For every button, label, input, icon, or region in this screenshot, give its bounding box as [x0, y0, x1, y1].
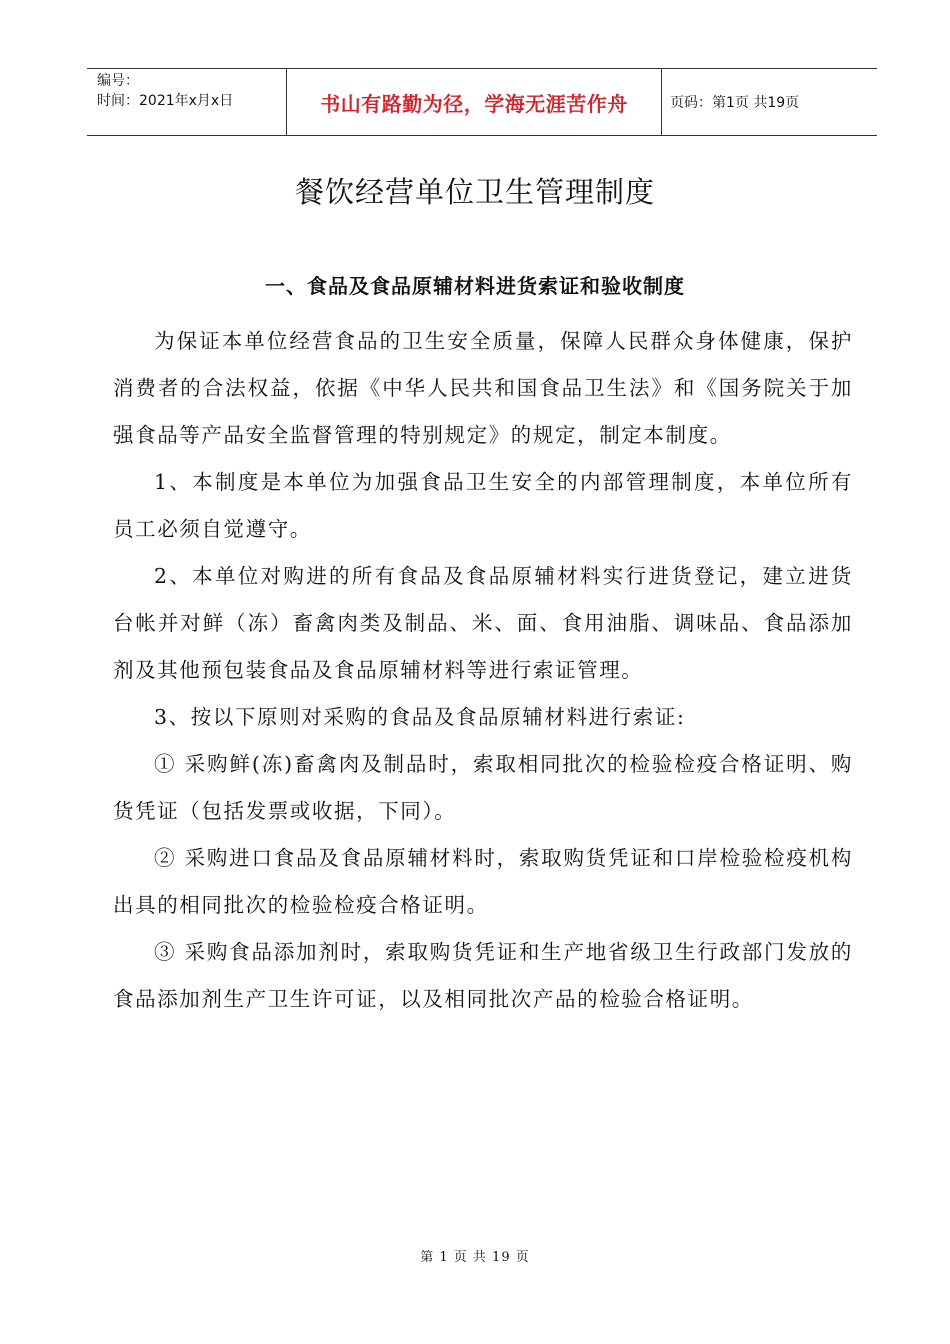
page-footer: 第 1 页 共 19 页	[420, 1250, 530, 1265]
document-header	[87, 68, 877, 136]
time-label: 时间：2021年x月x日	[97, 93, 234, 109]
header-motto-cell	[287, 69, 662, 135]
paragraph-intro: 为保证本单位经营食品的卫生安全质量，保障人民群众身体健康，保护消费者的合法权益，依据《中华人民共和国食品卫生法》和《国务院关于加强食品等产品安全监督管理的特别规定》的规定，制定本制度。	[113, 329, 853, 447]
paragraph-item-3: 3、按以下原则对采购的食品及食品原辅材料进行索证:	[154, 705, 686, 729]
paragraph-subitem-3: ③ 采购食品添加剂时，索取购货凭证和生产地省级卫生行政部门发放的食品添加剂生产卫生许可证，以及相同批次产品的检验合格证明。	[113, 940, 853, 1011]
document-title: 餐饮经营单位卫生管理制度	[294, 175, 655, 209]
paragraph-item-2: 2、本单位对购进的所有食品及食品原辅材料实行进货登记，建立进货台帐并对鲜（冻）畜禽肉类及制品、米、面、食用油脂、调味品、食品添加剂及其他预包装食品及食品原辅材料等进行索证管理。	[113, 564, 853, 682]
paragraph-subitem-2: ② 采购进口食品及食品原辅材料时，索取购货凭证和口岸检验检疫机构出具的相同批次的检验检疫合格证明。	[113, 846, 853, 917]
page-info: 页码：第1页 共19页	[670, 95, 800, 111]
section-title: 一、食品及食品原辅材料进货索证和验收制度	[265, 274, 685, 298]
document-body	[113, 318, 853, 1023]
paragraph-subitem-1: ① 采购鲜(冻)畜禽肉及制品时，索取相同批次的检验检疫合格证明、购货凭证（包括发票或收据，下同）。	[113, 752, 853, 823]
paragraph-item-1: 1、本制度是本单位为加强食品卫生安全的内部管理制度，本单位所有员工必须自觉遵守。	[113, 470, 853, 541]
header-meta	[87, 69, 287, 135]
number-label: 编号：	[97, 73, 139, 89]
header-page-cell	[662, 69, 877, 135]
motto: 书山有路勤为径，学海无涯苦作舟	[320, 91, 628, 116]
